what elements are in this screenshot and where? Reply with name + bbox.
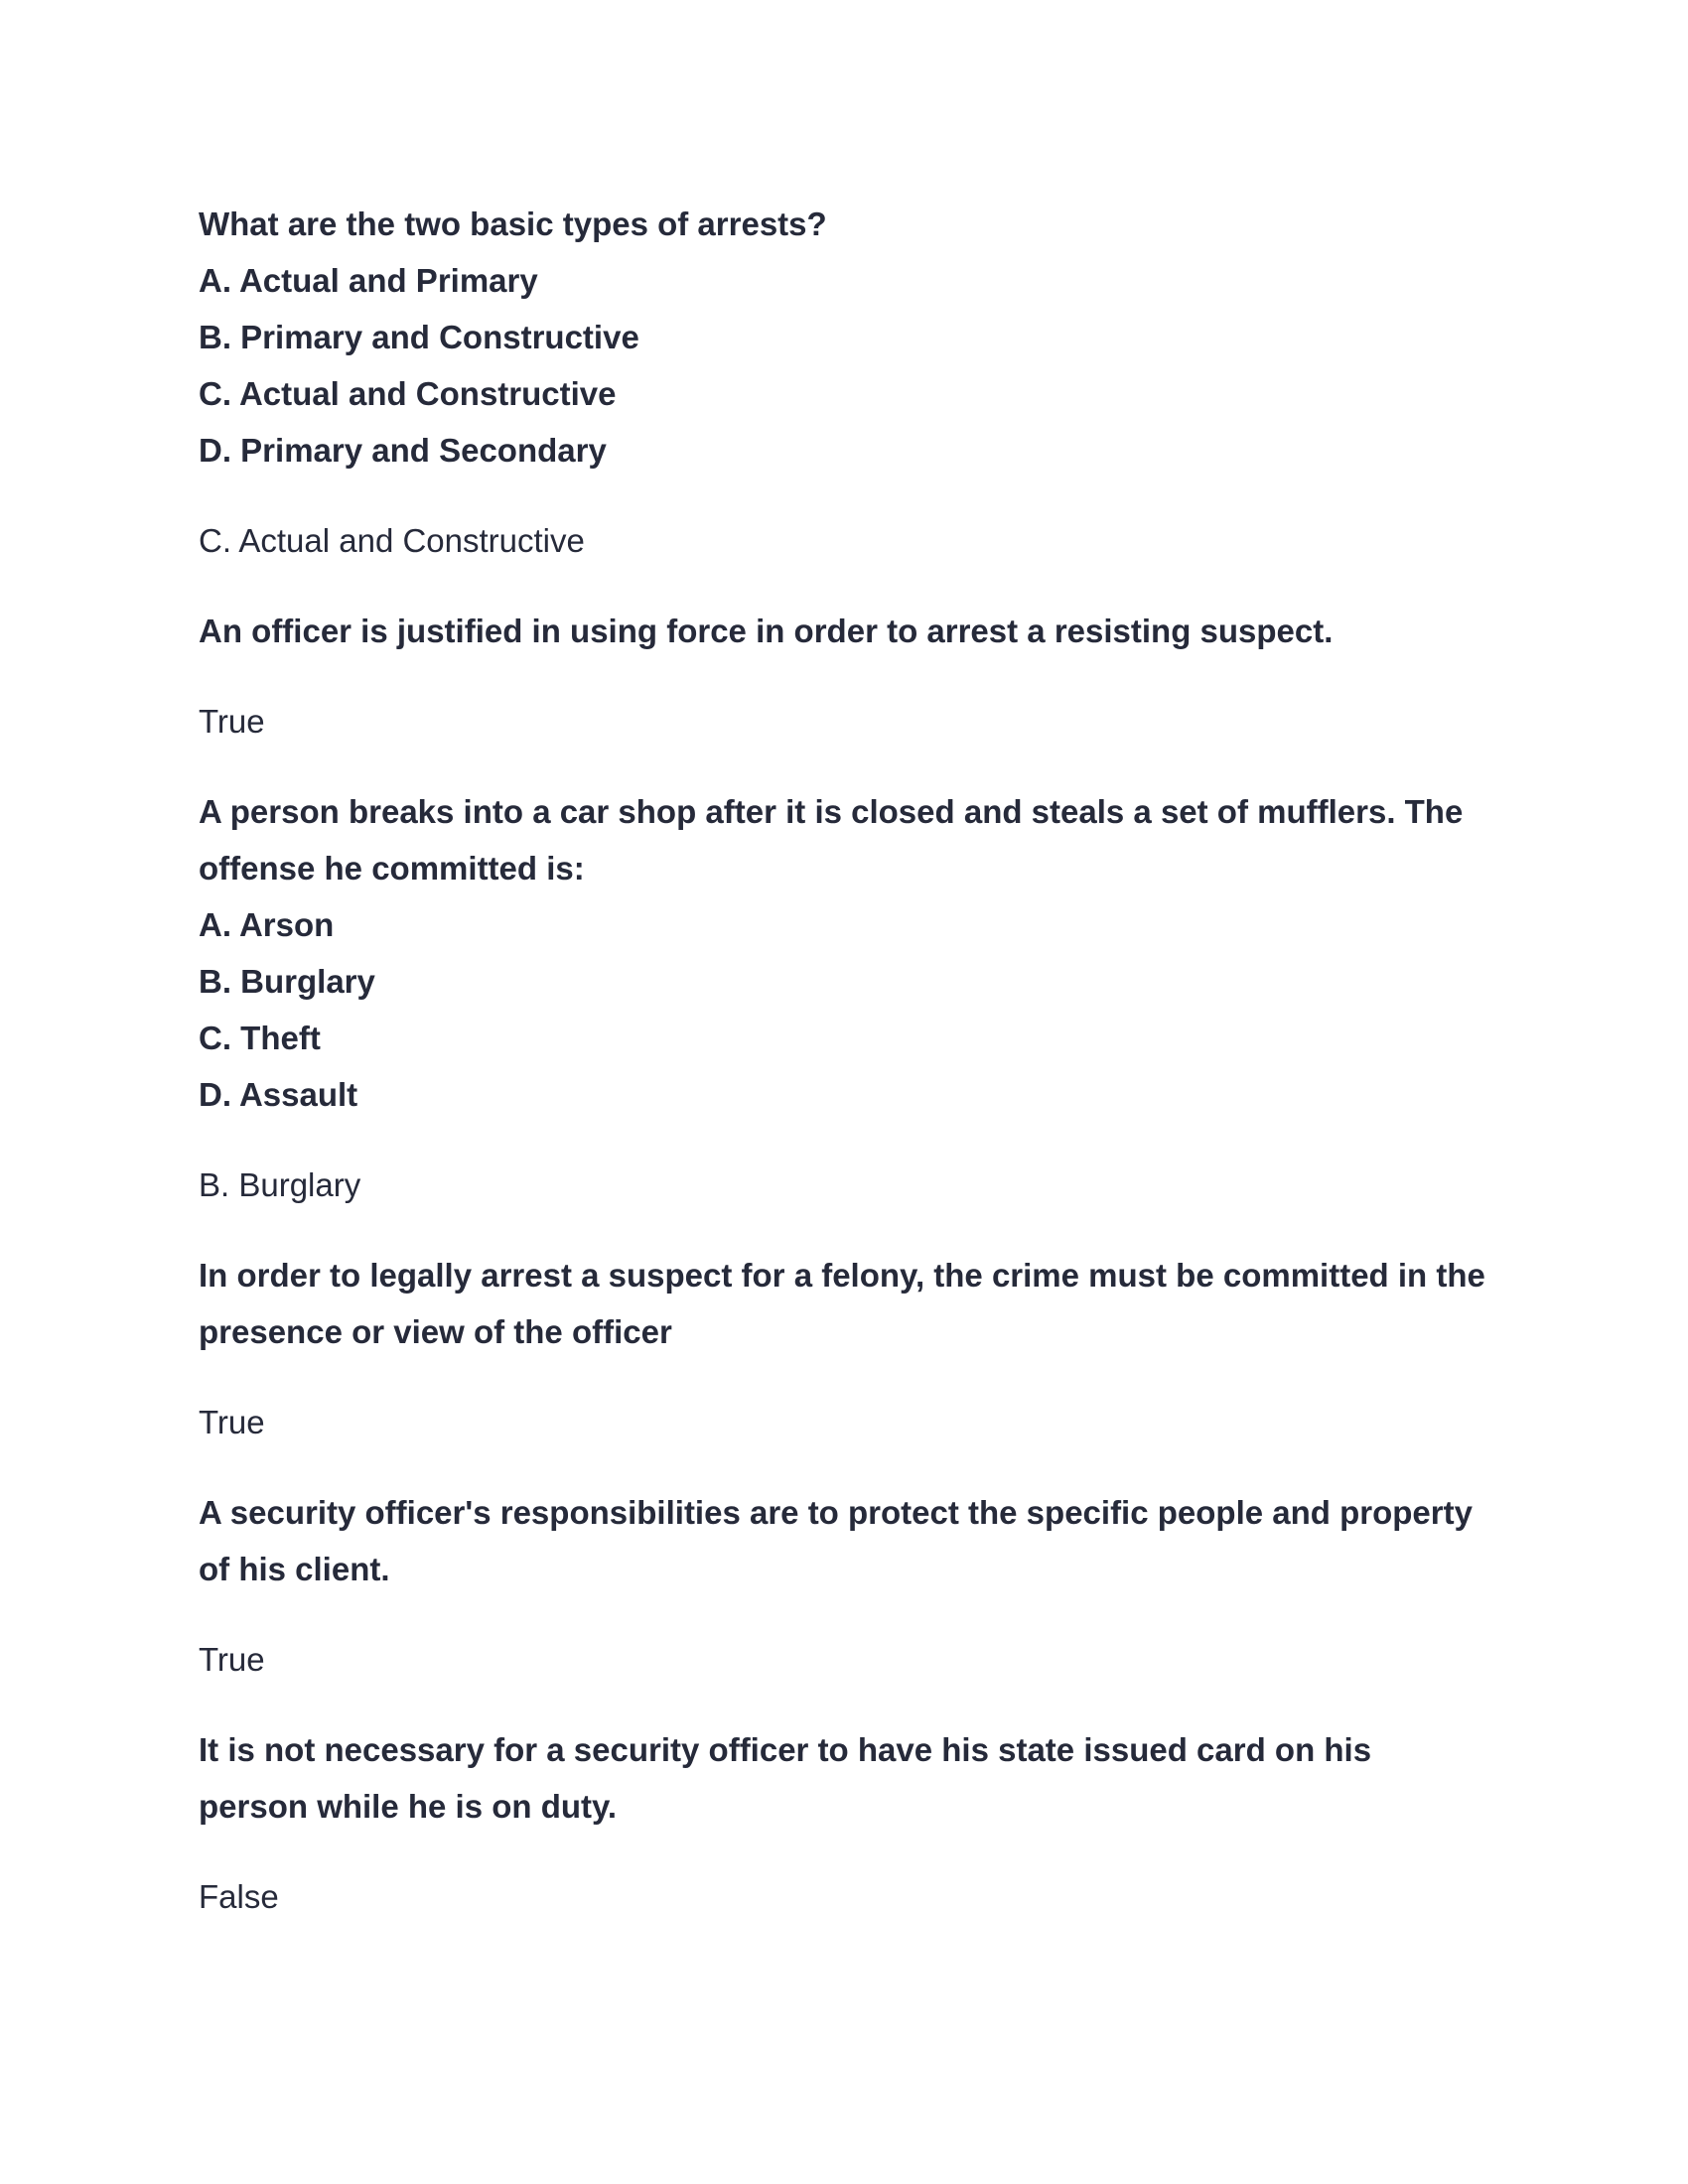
option-list <box>199 252 1489 478</box>
question-text: A person breaks into a car shop after it is closed and steals a set of mufflers. The offense he committed is: <box>199 793 1464 887</box>
question-block-6 <box>199 1721 1489 1925</box>
answer-text: True <box>199 703 265 740</box>
question-block-2 <box>199 603 1489 750</box>
question-text: What are the two basic types of arrests? <box>199 205 827 242</box>
answer-text: True <box>199 1641 265 1678</box>
answer-text: False <box>199 1878 279 1915</box>
question-block-5 <box>199 1484 1489 1688</box>
question-block-1 <box>199 196 1489 569</box>
question-text: A security officer's responsibilities are to protect the specific people and property of his client. <box>199 1494 1473 1587</box>
document-page <box>199 196 1489 1959</box>
question-text: In order to legally arrest a suspect for a felony, the crime must be committed in the presence or view of the officer <box>199 1257 1485 1350</box>
option-d: D. Primary and Secondary <box>199 432 607 469</box>
question-block-4 <box>199 1247 1489 1450</box>
answer-text: C. Actual and Constructive <box>199 522 585 559</box>
answer-text: B. Burglary <box>199 1166 361 1203</box>
option-a: A. Arson <box>199 906 335 943</box>
option-c: C. Theft <box>199 1020 321 1056</box>
option-b: B. Primary and Constructive <box>199 319 639 355</box>
option-a: A. Actual and Primary <box>199 262 538 299</box>
answer-text: True <box>199 1404 265 1440</box>
option-c: C. Actual and Constructive <box>199 375 617 412</box>
question-text: It is not necessary for a security officer to have his state issued card on his person while he is on duty. <box>199 1731 1372 1825</box>
question-text: An officer is justified in using force in order to arrest a resisting suspect. <box>199 613 1334 649</box>
option-b: B. Burglary <box>199 963 375 1000</box>
option-list <box>199 896 1489 1123</box>
option-d: D. Assault <box>199 1076 358 1113</box>
question-block-3 <box>199 783 1489 1213</box>
